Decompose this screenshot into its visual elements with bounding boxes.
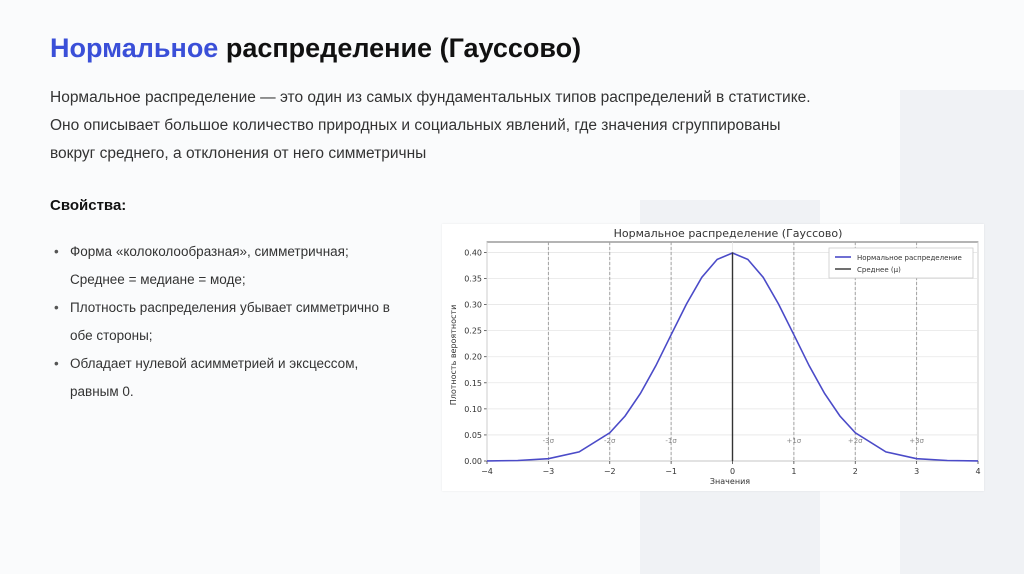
- x-tick-label: −4: [481, 467, 493, 476]
- legend-label-curve: Нормальное распределение: [857, 254, 962, 262]
- x-tick-label: 2: [852, 467, 858, 476]
- sigma-label: +2σ: [847, 436, 863, 445]
- y-tick-label: 0.35: [464, 274, 482, 284]
- property-item: • Форма «колоколообразная», симметричная; Среднее = медиане = моде;: [50, 238, 390, 294]
- property-item: • Обладает нулевой асимметрией и эксцессом, равным 0.: [50, 350, 390, 406]
- sigma-label: -2σ: [604, 436, 616, 445]
- normal-distribution-chart: [442, 224, 984, 491]
- y-tick-label: 0.30: [464, 300, 482, 310]
- x-tick-label: 3: [914, 467, 920, 476]
- chart-ylabel: Плотность вероятности: [449, 304, 458, 406]
- properties-list: [50, 238, 390, 406]
- chart-card: [442, 224, 984, 491]
- y-tick-label: 0.00: [464, 457, 482, 466]
- x-tick-label: 4: [975, 467, 981, 476]
- y-tick-label: 0.20: [464, 352, 482, 362]
- y-tick-label: 0.15: [464, 378, 482, 388]
- chart-title: Нормальное распределение (Гауссово): [613, 227, 843, 240]
- properties-heading: Свойства:: [50, 197, 127, 214]
- sigma-label: -1σ: [665, 436, 677, 445]
- chart-legend: [829, 248, 973, 278]
- slide-title-accent: Нормальное: [50, 33, 219, 63]
- slide-title-rest: распределение (Гауссово): [225, 33, 582, 63]
- sigma-label: -3σ: [542, 436, 555, 445]
- x-tick-label: 0: [729, 467, 736, 476]
- chart-xlabel: Значения: [709, 477, 751, 486]
- x-tick-label: −2: [603, 467, 616, 476]
- intro-paragraph: Нормальное распределение — это один из самых фундаментальных типов распределений в статистике. Оно описывает большое количество природных и социальных явлений, где значения сгруппированы вокруг среднего, а отклонения от него симметричны: [50, 89, 811, 162]
- y-tick-label: 0.05: [464, 430, 482, 440]
- slide-title: [50, 33, 581, 64]
- y-tick-label: 0.40: [464, 248, 482, 258]
- y-tick-label: 0.25: [464, 326, 482, 336]
- x-tick-label: −1: [665, 467, 678, 476]
- sigma-label: +1σ: [786, 436, 802, 445]
- y-tick-label: 0.10: [464, 404, 482, 414]
- x-tick-label: −3: [542, 467, 555, 476]
- legend-label-mean: Среднее (μ): [857, 266, 901, 274]
- property-item: • Плотность распределения убывает симметрично в обе стороны;: [50, 294, 390, 350]
- x-tick-label: 1: [791, 467, 797, 476]
- sigma-label: +3σ: [909, 436, 925, 445]
